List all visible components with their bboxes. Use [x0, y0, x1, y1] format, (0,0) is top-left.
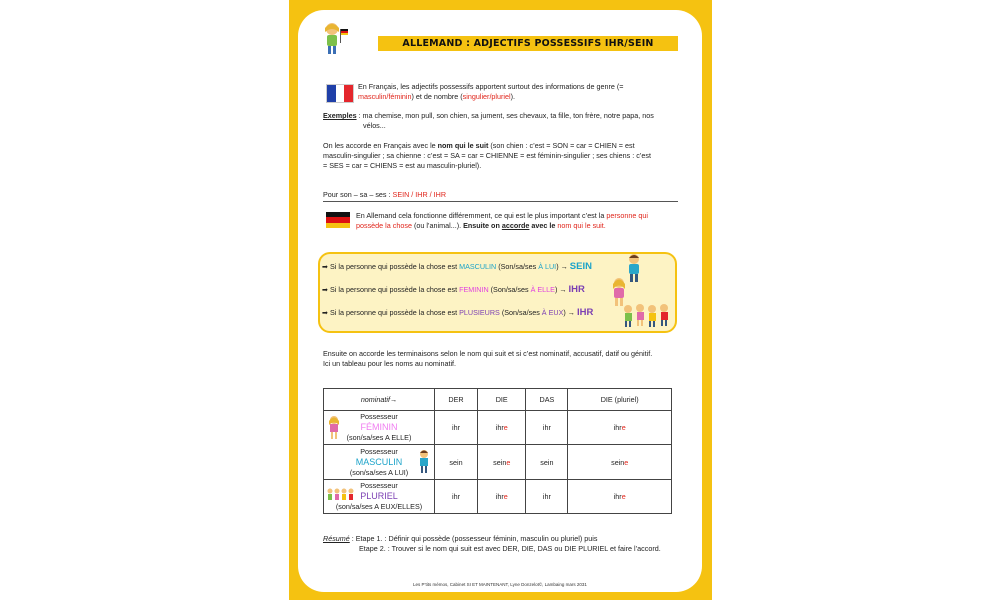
rule-owner: À EUX — [541, 308, 564, 317]
girl-icon — [327, 415, 341, 441]
france-flag-icon — [326, 84, 354, 103]
rule-result: IHR — [576, 307, 594, 318]
examples-text: : ma chemise, mon pull, son chien, sa jument, ses chevaux, ta fille, ton frère, notre papa, nos — [356, 111, 654, 120]
agreement-line-3: = SES = car = CHIENS = est au masculin-pluriel). — [323, 161, 482, 170]
cell: seine — [568, 445, 672, 479]
owner-pronouns: (son/sa/ses A LUI) — [349, 467, 409, 477]
cell: ihre — [568, 479, 672, 513]
cell: ihre — [478, 479, 526, 513]
intro-text-end: ). — [510, 92, 516, 101]
rule-plusieurs — [322, 308, 593, 318]
german-highlight-3: nom qui le suit. — [557, 221, 606, 230]
owner-label: Possesseur — [360, 480, 398, 490]
summary — [323, 534, 693, 554]
rule-result: SEIN — [569, 261, 592, 272]
rule-key: PLUSIEURS — [459, 308, 500, 317]
rule-mid: (Son/sa/ses — [496, 262, 539, 271]
row-head-masculin — [324, 445, 435, 479]
row-head-feminin — [324, 411, 435, 445]
page-title: ALLEMAND : ADJECTIFS POSSESSIFS IHR/SEIN — [402, 38, 654, 49]
agreement-bold: nom qui le suit — [437, 141, 489, 150]
summary-step-1: : Etape 1. : Définir qui possède (possesseur féminin, masculin ou pluriel) puis — [349, 534, 598, 543]
table-header-row — [324, 389, 672, 411]
nominatif-line-1: Ensuite on accorde les terminaisons selon le nom qui suit et si c’est nominatif, accusatif, datif ou génitif. — [323, 349, 653, 358]
girl-with-flag-icon — [320, 20, 350, 56]
german-text-2: (ou l’animal...). — [411, 221, 464, 230]
summary-label: Résumé — [323, 534, 350, 543]
cell: ihre — [568, 411, 672, 445]
nominative-table — [323, 388, 672, 514]
nominatif-intro — [323, 349, 683, 369]
pour-label: Pour son – sa – ses : — [323, 190, 393, 199]
nominatif-line-2: Ici un tableau pour les noms au nominatif. — [323, 359, 457, 368]
table-row — [324, 411, 672, 445]
table-corner — [324, 389, 435, 411]
german-bold: Ensuite on — [463, 221, 502, 230]
rule-mid: (Son/sa/ses — [488, 285, 531, 294]
german-paragraph — [356, 211, 678, 231]
header-der: DER — [435, 389, 478, 411]
cell: ihr — [435, 479, 478, 513]
rule-owner: À ELLE — [530, 285, 555, 294]
footer-credit: Les P’tits mémos, Cabinet SI ET MAINTENANT, Lyne Donzelot©, Lambaing mars 2031 — [413, 582, 587, 587]
rule-feminin — [322, 285, 585, 295]
row-head-pluriel — [324, 479, 435, 513]
rule-prefix: ➡ Si la personne qui possède la chose est — [322, 285, 460, 294]
owner-label: Possesseur — [360, 412, 398, 422]
rule-result: IHR — [568, 284, 585, 295]
table-row — [324, 445, 672, 479]
cell: ihr — [526, 479, 568, 513]
boy-icon — [417, 449, 431, 475]
rule-prefix: ➡ Si la personne qui possède la chose est — [322, 262, 460, 271]
genre-highlight: masculin/féminin — [358, 92, 412, 101]
group-of-children-icon — [622, 303, 674, 329]
rule-mid: (Son/sa/ses — [499, 308, 542, 317]
examples-paragraph — [323, 111, 678, 131]
rule-arrow: ) → — [563, 308, 577, 317]
owner-pronouns: (son/sa/ses A ELLE) — [346, 433, 412, 443]
cell: sein — [435, 445, 478, 479]
intro-text: En Français, les adjectifs possessifs apportent surtout des informations de genre (= — [358, 82, 624, 91]
owner-pronouns: (son/sa/ses A EUX/ELLES) — [335, 501, 423, 511]
pour-answer: SEIN / IHR / IHR — [392, 190, 447, 199]
cell: ihr — [526, 411, 568, 445]
cell: sein — [526, 445, 568, 479]
header-die-pluriel: DIE (pluriel) — [568, 389, 672, 411]
owner-gender: MASCULIN — [355, 456, 403, 467]
agreement-line-2: masculin-singulier ; sa chienne : c’est = SA = car = CHIENNE = est féminin-singulier ; ses chiens : c’est — [323, 151, 651, 160]
rule-key: MASCULIN — [459, 262, 497, 271]
rule-arrow: ) → — [554, 285, 569, 294]
german-bold-2: avec le — [529, 221, 558, 230]
agreement-text: On les accorde en Français avec le — [323, 141, 438, 150]
agreement-text-b: (son chien : c’est = SON = car = CHIEN = est — [488, 141, 635, 150]
header-die: DIE — [478, 389, 526, 411]
rule-masculin — [322, 262, 592, 272]
group-of-children-icon — [327, 488, 355, 502]
french-agreement-paragraph — [323, 141, 678, 171]
intro-text-mid: ) et de nombre ( — [411, 92, 463, 101]
owner-gender: FÉMININ — [360, 422, 398, 433]
pour-line — [323, 190, 678, 200]
german-underline: accorde — [501, 221, 530, 230]
corner-label: nominatif — [360, 395, 390, 405]
examples-text-2: vélos... — [363, 121, 386, 130]
rule-owner: À LUI — [538, 262, 557, 271]
nombre-highlight: singulier/pluriel — [462, 92, 511, 101]
header-das: DAS — [526, 389, 568, 411]
table-row — [324, 479, 672, 513]
owner-gender: PLURIEL — [360, 490, 398, 501]
arrow-right-icon: → — [389, 395, 398, 405]
german-highlight-2: possède la chose — [356, 221, 412, 230]
rule-prefix: ➡ Si la personne qui possède la chose est — [322, 308, 460, 317]
divider — [323, 201, 678, 202]
germany-flag-icon — [326, 212, 350, 228]
rule-arrow: ) → — [556, 262, 570, 271]
german-text: En Allemand cela fonctionne différemment, ce qui est le plus important c’est la — [356, 211, 607, 220]
summary-step-2: Etape 2. : Trouver si le nom qui suit est avec DER, DIE, DAS ou DIE PLURIEL et faire l’accord. — [359, 544, 661, 553]
examples-label: Exemples — [323, 111, 357, 120]
cell: ihr — [435, 411, 478, 445]
cell: seine — [478, 445, 526, 479]
intro-paragraph — [358, 82, 678, 102]
rule-key: FEMININ — [459, 285, 489, 294]
german-highlight: personne qui — [606, 211, 648, 220]
owner-label: Possesseur — [360, 446, 398, 456]
cell: ihre — [478, 411, 526, 445]
